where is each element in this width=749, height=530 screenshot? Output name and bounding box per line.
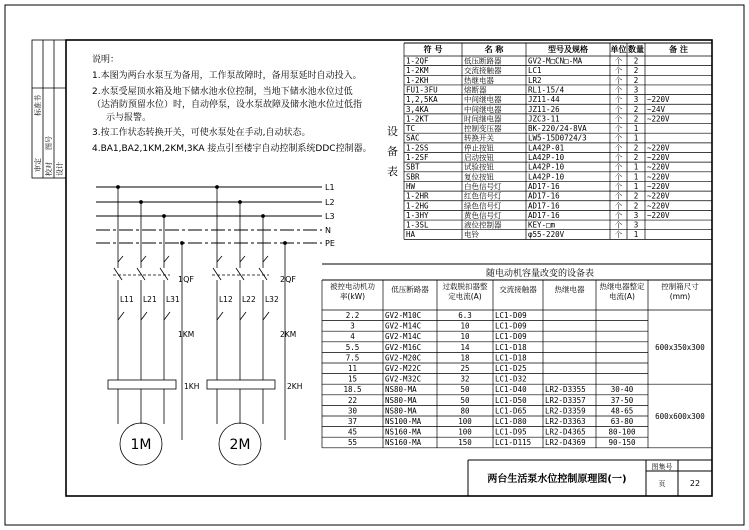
equipment-cell: 2 bbox=[633, 143, 639, 153]
page-number: 22 bbox=[689, 479, 701, 488]
label-l21: L21 bbox=[143, 295, 157, 304]
capacity-cell: 37 bbox=[347, 417, 358, 426]
capacity-cell: LR2-D4369 bbox=[545, 438, 586, 448]
bus-label-pe: PE bbox=[325, 239, 335, 248]
equipment-cell: 电铃 bbox=[464, 230, 479, 240]
capacity-cell: GV2-M10C bbox=[385, 311, 422, 320]
capacity-header-cell: 定电流(A) bbox=[448, 292, 482, 301]
note-line-1: 1.本图为两台水泵互为备用，工作泵故障时，备用泵延时自动投入。 bbox=[92, 71, 362, 81]
equipment-cell: 个 bbox=[614, 114, 623, 124]
equipment-cell: 1-3HY bbox=[406, 210, 429, 220]
capacity-cell: 37-50 bbox=[610, 395, 634, 405]
page-label: 页 bbox=[658, 480, 666, 488]
capacity-cell: 25 bbox=[460, 364, 470, 373]
equipment-cell: 3,4KA bbox=[406, 104, 429, 114]
equipment-cell: ~220V bbox=[647, 95, 670, 105]
equipment-cell: 3 bbox=[633, 220, 639, 230]
capacity-cell: 14 bbox=[460, 342, 470, 352]
equipment-cell: 1 bbox=[633, 172, 639, 182]
equipment-table-side-char-3: 表 bbox=[387, 165, 398, 178]
equipment-cell: 个 bbox=[614, 104, 623, 114]
capacity-cell: LC1-D18 bbox=[495, 353, 527, 363]
equipment-cell: 2 bbox=[633, 56, 639, 66]
equipment-cell: 1 bbox=[633, 124, 639, 134]
capacity-cell: 7.5 bbox=[345, 353, 360, 363]
equipment-cell: 2 bbox=[633, 75, 639, 85]
capacity-cell: GV2-M32C bbox=[385, 374, 422, 384]
label-2qf: 2QF bbox=[280, 275, 296, 284]
capacity-cell: 100 bbox=[458, 417, 472, 426]
equipment-cell: 绿色信号灯 bbox=[464, 201, 502, 211]
equipment-cell: AD17-16 bbox=[528, 210, 560, 220]
equipment-cell: 个 bbox=[614, 181, 623, 191]
equipment-cell: 试验按钮 bbox=[464, 162, 494, 172]
equipment-cell: 中间继电器 bbox=[464, 95, 502, 105]
capacity-header-cell: 热继电器整定 bbox=[599, 282, 645, 291]
equipment-cell: RL1-15/4 bbox=[528, 85, 565, 95]
equipment-cell: LW5-15D0724/3 bbox=[528, 133, 587, 143]
equipment-cell: 2 bbox=[633, 153, 639, 162]
equipment-cell: 1-2HG bbox=[406, 201, 429, 211]
equipment-cell: LC1 bbox=[528, 66, 542, 76]
equipment-header-cell: 单位 bbox=[610, 45, 627, 54]
capacity-cell: GV2-M22C bbox=[385, 364, 422, 373]
side-label-design: 设计 bbox=[56, 162, 64, 176]
equipment-cell: 1 bbox=[633, 181, 639, 191]
equipment-cell: TC bbox=[406, 124, 416, 134]
capacity-cell: GV2-M14C bbox=[385, 332, 422, 342]
capacity-table-title: 随电动机容量改变的设备表 bbox=[485, 269, 595, 279]
label-l11: L11 bbox=[120, 295, 134, 304]
capacity-header-cell: 交流接触器 bbox=[499, 285, 537, 294]
feeder-2 bbox=[207, 186, 287, 466]
capacity-cell: LC1-D18 bbox=[495, 342, 527, 352]
label-l22: L22 bbox=[242, 295, 256, 304]
equipment-cell: JZ11-26 bbox=[528, 104, 560, 114]
capacity-cell: LC1-D32 bbox=[495, 374, 527, 384]
equipment-cell: SAC bbox=[406, 133, 420, 143]
circuit-labels bbox=[120, 275, 302, 453]
bus-label-n: N bbox=[325, 226, 331, 235]
equipment-cell: 个 bbox=[614, 66, 623, 76]
capacity-cell: NS80-MA bbox=[385, 406, 417, 416]
capacity-cell: 50 bbox=[460, 395, 470, 405]
equipment-cell: 个 bbox=[614, 210, 623, 220]
equipment-table-grid bbox=[404, 43, 712, 239]
equipment-cell: SBT bbox=[406, 162, 420, 172]
label-l31: L31 bbox=[166, 295, 180, 304]
capacity-cell: LC1-D50 bbox=[495, 395, 527, 405]
bus-labels bbox=[325, 183, 335, 248]
equipment-cell: 1 bbox=[633, 133, 639, 143]
capacity-cell: LR2-D3363 bbox=[545, 417, 586, 426]
equipment-cell: 个 bbox=[614, 162, 623, 172]
capacity-cell: 30-40 bbox=[610, 385, 634, 395]
capacity-cell: LC1-D95 bbox=[495, 427, 527, 437]
equipment-cell: 1-2SF bbox=[406, 153, 429, 162]
equipment-cell: LA42P-10 bbox=[528, 153, 565, 162]
equipment-cell: 时间继电器 bbox=[464, 114, 502, 124]
capacity-cell: 11 bbox=[347, 364, 358, 373]
label-l32: L32 bbox=[265, 295, 279, 304]
capacity-table bbox=[322, 264, 712, 448]
capacity-cell: 6.3 bbox=[458, 311, 472, 320]
capacity-cell: GV2-M14C bbox=[385, 321, 422, 331]
capacity-cell: GV2-M20C bbox=[385, 353, 422, 363]
capacity-cell: 63-80 bbox=[610, 417, 634, 426]
capacity-cell: 4 bbox=[350, 332, 355, 342]
capacity-cell: 18 bbox=[460, 353, 470, 363]
equipment-cell: ~220V bbox=[647, 143, 670, 153]
capacity-cell: 45 bbox=[347, 427, 358, 437]
equipment-cell: 1-2SS bbox=[406, 143, 429, 153]
equipment-cell: 黄色信号灯 bbox=[464, 210, 502, 220]
capacity-cell: 30 bbox=[347, 406, 358, 416]
label-1qf: 1QF bbox=[178, 275, 194, 284]
equipment-cell: φ55-220V bbox=[528, 230, 565, 240]
capacity-cell: 100 bbox=[458, 427, 472, 437]
motor-1-label: 1M bbox=[130, 437, 152, 453]
label-1kh: 1KH bbox=[184, 382, 200, 391]
atlas-label: 图集号 bbox=[651, 463, 673, 471]
equipment-cell: 2 bbox=[633, 191, 639, 201]
drawing-title: 两台生活泵水位控制原理图(一) bbox=[487, 474, 627, 485]
equipment-cell: LR2 bbox=[528, 75, 542, 85]
side-labels bbox=[33, 95, 64, 176]
equipment-cell: 1-2QF bbox=[406, 56, 429, 66]
equipment-header-cell: 型号及规格 bbox=[548, 45, 588, 54]
capacity-cell: 90-150 bbox=[608, 438, 636, 448]
equipment-cell: 个 bbox=[614, 201, 623, 211]
equipment-cell: ~24V bbox=[647, 104, 666, 114]
capacity-cell: 2.2 bbox=[345, 311, 360, 320]
equipment-cell: AD17-16 bbox=[528, 191, 560, 201]
equipment-cell: 2 bbox=[633, 104, 639, 114]
equipment-cell: 低压断路器 bbox=[464, 56, 502, 66]
equipment-cell: 熔断器 bbox=[464, 85, 487, 95]
note-title: 说明： bbox=[92, 55, 120, 65]
capacity-cell: 10 bbox=[460, 332, 470, 342]
equipment-cell: 个 bbox=[614, 133, 623, 143]
capacity-cell: 80 bbox=[460, 406, 470, 416]
equipment-cell: ~220V bbox=[647, 114, 670, 124]
equipment-header-cell: 名 称 bbox=[484, 45, 504, 54]
equipment-cell: KEY-□m bbox=[528, 220, 556, 230]
equipment-cell: LA42P-10 bbox=[528, 172, 565, 182]
side-label-check: 校对 bbox=[45, 162, 53, 176]
equipment-cell: LA42P-01 bbox=[528, 143, 565, 153]
capacity-cell: NS80-MA bbox=[385, 385, 417, 395]
capacity-cell: NS80-MA bbox=[385, 395, 417, 405]
capacity-cell: 48-65 bbox=[610, 406, 634, 416]
capacity-cell: 10 bbox=[460, 321, 470, 331]
capacity-table-grid bbox=[322, 264, 712, 448]
note-line-2: 2.水泵受屋顶水箱及地下储水池水位控制，当地下储水池水位过低 bbox=[92, 87, 353, 97]
note-line-6: 4.BA1,BA2,1KM,2KM,3KA 接点引至楼宇自动控制系统DDC控制器。 bbox=[92, 144, 372, 154]
side-label-approve: 审定 bbox=[34, 158, 42, 172]
capacity-cell: LC1-D40 bbox=[495, 385, 527, 395]
equipment-cell: LA42P-10 bbox=[528, 162, 565, 172]
equipment-cell: 个 bbox=[614, 56, 623, 66]
bus-label-l3: L3 bbox=[325, 212, 335, 221]
capacity-cell: LC1-D115 bbox=[495, 438, 532, 448]
box-size-small: 600x350x300 bbox=[655, 343, 705, 353]
capacity-cell: 15 bbox=[347, 374, 358, 384]
equipment-cell: JZC3-11 bbox=[528, 114, 560, 124]
bus-label-l1: L1 bbox=[325, 183, 335, 192]
capacity-header-cell: (mm) bbox=[669, 292, 691, 301]
equipment-cell: ~220V bbox=[647, 181, 670, 191]
equipment-cell: 个 bbox=[614, 143, 623, 153]
bus-label-l2: L2 bbox=[325, 198, 335, 207]
label-1km: 1KM bbox=[178, 330, 195, 339]
equipment-cell: 个 bbox=[614, 230, 623, 240]
capacity-cell: LR2-D3359 bbox=[545, 406, 586, 416]
equipment-cell: 启动按钮 bbox=[464, 153, 494, 162]
capacity-cell: LC1-D80 bbox=[495, 417, 527, 426]
feeder-1 bbox=[108, 186, 184, 466]
equipment-cell: 1-3SL bbox=[406, 220, 429, 230]
equipment-header-cell: 备 注 bbox=[669, 45, 688, 54]
equipment-cell: ~220V bbox=[647, 210, 670, 220]
equipment-cell: 2 bbox=[633, 201, 639, 211]
capacity-cell: GV2-M16C bbox=[385, 342, 422, 352]
capacity-header-cell: 被控电动机功 bbox=[330, 282, 375, 291]
equipment-cell: FU1-3FU bbox=[406, 85, 438, 95]
equipment-cell: 2 bbox=[633, 66, 639, 76]
capacity-cell: LC1-D25 bbox=[495, 364, 527, 373]
equipment-cell: 2 bbox=[633, 114, 639, 124]
capacity-cell: 18.5 bbox=[343, 385, 362, 395]
equipment-cell: 个 bbox=[614, 153, 623, 162]
equipment-cell: 交流接触器 bbox=[464, 66, 502, 76]
capacity-header-cell: 率(kW) bbox=[339, 292, 366, 301]
equipment-cell: 个 bbox=[614, 191, 623, 201]
notes-block bbox=[92, 53, 372, 154]
equipment-cell: ~220V bbox=[647, 162, 670, 172]
capacity-header-cell: 控制箱尺寸 bbox=[661, 282, 699, 291]
motor-2-label: 2M bbox=[229, 437, 251, 453]
equipment-cell: 1-2KT bbox=[406, 114, 429, 124]
equipment-cell: 个 bbox=[614, 95, 623, 105]
label-2km: 2KM bbox=[280, 330, 297, 339]
equipment-cell: SBR bbox=[406, 172, 420, 182]
equipment-cell: BK-220/24-8VA bbox=[528, 124, 587, 134]
equipment-cell: 1-2KH bbox=[406, 75, 429, 85]
equipment-cell: 1-2HR bbox=[406, 191, 429, 201]
note-line-3: （达消防预留水位）时，自动停泵，设水泵故障及储水池水位过低指 bbox=[92, 100, 363, 110]
equipment-cell: ~220V bbox=[647, 201, 670, 211]
capacity-cell: 5.5 bbox=[345, 342, 360, 352]
equipment-cell: 3 bbox=[633, 85, 639, 95]
equipment-cell: 转换开关 bbox=[464, 133, 494, 143]
equipment-cell: ~220V bbox=[647, 172, 670, 182]
capacity-header-cell: 电流(A) bbox=[609, 292, 635, 301]
capacity-cell: 32 bbox=[460, 374, 470, 384]
equipment-cell: HW bbox=[406, 181, 416, 191]
capacity-cell: 150 bbox=[458, 438, 472, 448]
capacity-cell: LC1-D65 bbox=[495, 406, 527, 416]
capacity-cell: 55 bbox=[347, 438, 358, 448]
capacity-header-cell: 过载脱扣器整 bbox=[442, 282, 488, 291]
capacity-header-cell: 热继电器 bbox=[554, 285, 585, 294]
note-line-5: 3.按工作状态转换开关，可使水泵处在手动,自动状态。 bbox=[92, 128, 311, 138]
note-line-4: 示与报警。 bbox=[106, 113, 152, 123]
side-label-standard: 标准书 bbox=[34, 95, 42, 116]
capacity-cell: LC1-D09 bbox=[495, 332, 527, 342]
equipment-cell: HA bbox=[406, 230, 416, 240]
equipment-cell: 停止按钮 bbox=[464, 143, 494, 153]
equipment-header-cell: 数量 bbox=[628, 45, 644, 54]
equipment-cell: JZ11-44 bbox=[528, 95, 560, 105]
equipment-cell: 个 bbox=[614, 220, 623, 230]
equipment-cell: 个 bbox=[614, 124, 623, 134]
capacity-cell: 80-100 bbox=[608, 427, 636, 437]
equipment-cell: 液位控制器 bbox=[464, 220, 502, 230]
equipment-cell: GV2-M□CN□-MA bbox=[528, 56, 583, 66]
equipment-cell: AD17-16 bbox=[528, 201, 560, 211]
power-buses bbox=[96, 187, 322, 243]
equipment-cell: 3 bbox=[633, 95, 639, 105]
equipment-cell: 红色信号灯 bbox=[464, 191, 502, 201]
capacity-cell: 22 bbox=[347, 395, 358, 405]
label-l12: L12 bbox=[219, 295, 233, 304]
equipment-header-cell: 符 号 bbox=[423, 45, 443, 54]
equipment-cell: 1 bbox=[633, 162, 639, 172]
capacity-cell: 50 bbox=[460, 385, 470, 395]
capacity-header-cell: 低压断路器 bbox=[391, 285, 429, 294]
capacity-cell: LR2-D3355 bbox=[545, 385, 586, 395]
equipment-table-side-char-1: 设 bbox=[387, 125, 398, 138]
equipment-cell: 白色信号灯 bbox=[464, 181, 502, 191]
equipment-cell: 个 bbox=[614, 172, 623, 182]
capacity-cell: NS160-MA bbox=[385, 438, 422, 448]
box-size-large: 600x600x300 bbox=[655, 412, 705, 421]
equipment-cell: 个 bbox=[614, 75, 623, 85]
capacity-cell: NS100-MA bbox=[385, 417, 422, 426]
capacity-cell: LR2-D3357 bbox=[545, 395, 586, 405]
equipment-cell: 复位按钮 bbox=[464, 172, 494, 182]
equipment-cell: 1 bbox=[633, 230, 639, 240]
equipment-cell: 中间继电器 bbox=[464, 104, 502, 114]
equipment-cell: ~220V bbox=[647, 191, 670, 201]
equipment-table-side-char-2: 备 bbox=[387, 145, 398, 158]
side-label-drawing-no: 图号 bbox=[45, 136, 53, 150]
capacity-cell: LC1-D09 bbox=[495, 311, 527, 320]
capacity-cell: LC1-D09 bbox=[495, 321, 527, 331]
equipment-cell: 个 bbox=[614, 85, 623, 95]
capacity-cell: NS160-MA bbox=[385, 427, 422, 437]
equipment-cell: 热继电器 bbox=[464, 75, 494, 85]
title-block-text bbox=[487, 462, 700, 488]
equipment-cell: 3 bbox=[633, 210, 639, 220]
capacity-cell: 3 bbox=[350, 321, 355, 331]
equipment-cell: AD17-16 bbox=[528, 181, 560, 191]
capacity-cell: LR2-D4365 bbox=[545, 427, 586, 437]
equipment-cell: ~220V bbox=[647, 153, 670, 162]
equipment-cell: 1-2KM bbox=[406, 66, 429, 76]
equipment-cell: 1,2,5KA bbox=[406, 95, 438, 105]
equipment-cell: 控制变压器 bbox=[464, 124, 502, 134]
label-2kh: 2KH bbox=[287, 382, 303, 391]
